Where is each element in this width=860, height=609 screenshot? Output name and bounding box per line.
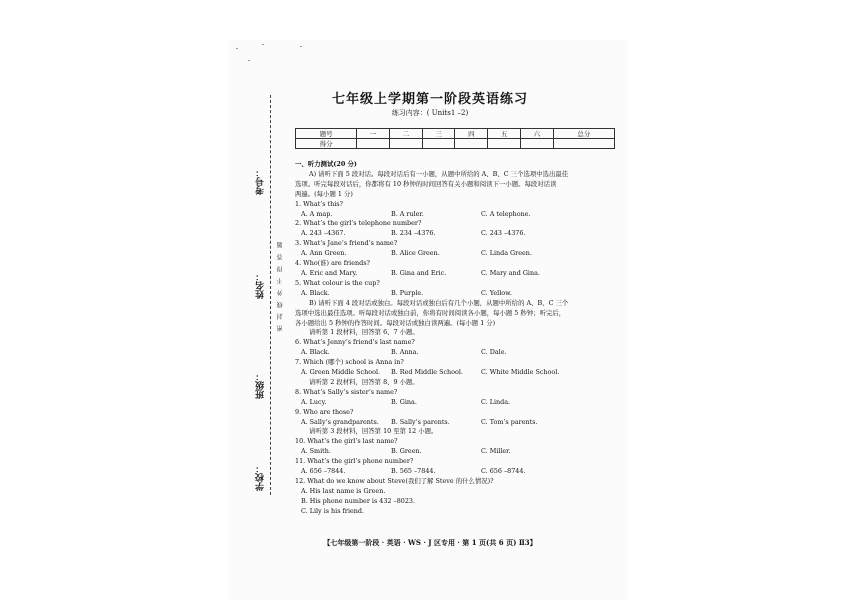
- instructions-b: 选项中选出最佳选项。听每段对话或独白前，你将有时间阅读各小题，每小题 5 秒钟；听完后，: [295, 308, 566, 317]
- school-label: 学校：: [256, 464, 266, 491]
- option-b: B. Green.: [391, 447, 422, 456]
- question-text: 11. What’s the girl’s phone number?: [295, 457, 414, 466]
- score-cell: [357, 139, 390, 149]
- option-c: C. 243 –4376.: [481, 229, 526, 238]
- answer-options: [295, 418, 625, 428]
- option-a: A. Black.: [301, 288, 330, 297]
- option-c: C. Dale.: [481, 348, 507, 357]
- option-a: A. Black.: [301, 348, 330, 357]
- page-footer: 【七年级第一阶段 · 英语 · WS · J 区专用 · 第 1 页(共 6 页) Ⅱ3】: [323, 538, 537, 547]
- option-a: A. 656 –7844.: [301, 467, 346, 476]
- option-a: A. His last name is Green.: [301, 486, 386, 495]
- score-cell: 总分: [553, 129, 614, 139]
- question-text: 12. What do we know about Steve(我们了解 Steve 的什么情况)?: [295, 477, 494, 485]
- option-a: A. Smith.: [301, 447, 331, 456]
- instructions-a: A) 请听下面 5 段对话。每段对话后有一小题，从题中所给的 A、B、C 三个选项中选出最佳: [309, 169, 569, 178]
- answer-options: [295, 368, 625, 378]
- instructions-b: 各小题给出 5 秒钟的作答时间。每段对话或独白读两遍。(每小题 1 分): [295, 318, 496, 327]
- option-a: A. Sally’s grandparents.: [301, 417, 379, 426]
- question-text: 8. What’s Sally’s sister’s name?: [295, 387, 398, 396]
- option-c: C. 656 –8744.: [481, 467, 526, 476]
- exam-number-label: 考号：: [256, 168, 266, 195]
- score-cell: 三: [422, 129, 455, 139]
- listening-note: 请听第 1 段材料，回答第 6、7 小题。: [309, 328, 419, 337]
- scan-speck: [300, 46, 302, 47]
- score-table: [295, 128, 615, 149]
- score-cell: [422, 139, 455, 149]
- option-b: B. Alice Green.: [391, 249, 440, 258]
- score-cell: [521, 139, 554, 149]
- option-c: C. Linda Green.: [481, 249, 532, 258]
- score-cell: [488, 139, 521, 149]
- answer-options: [295, 398, 625, 408]
- answer-options: [295, 210, 625, 220]
- option-c: C. Miller.: [481, 447, 511, 456]
- question-text: 6. What’s Jenny’s friend’s last name?: [295, 338, 415, 347]
- option-c: C. Mary and Gina.: [481, 268, 540, 277]
- name-label: 姓名：: [256, 272, 266, 299]
- option-c: C. Lily is his friend.: [301, 506, 365, 515]
- option-b: B. 565 –7844.: [391, 467, 436, 476]
- question-text: 4. Who(谁) are friends?: [295, 259, 370, 268]
- option-b: B. Gina and Eric.: [391, 268, 447, 277]
- option-b: B. Anna.: [391, 348, 419, 357]
- section-heading: 一、听力测试(20 分): [295, 160, 357, 168]
- option-b: B. Purple.: [391, 288, 424, 297]
- score-cell: [553, 139, 614, 149]
- answer-options: [295, 249, 625, 259]
- score-cell: [389, 139, 422, 149]
- question-text: 10. What’s the girl’s last name?: [295, 437, 398, 446]
- instructions-a: 两遍。(每小题 1 分): [295, 189, 353, 198]
- question-text: 7. Which (哪个) school is Anna in?: [295, 358, 404, 367]
- seal-line-text: 密 封 线 外 不 得 答 题: [277, 240, 284, 332]
- score-cell: [455, 139, 488, 149]
- scan-speck: [236, 48, 238, 49]
- option-b: B. A ruler.: [391, 209, 424, 218]
- page-subtitle: 练习内容：( Units1 –2): [391, 109, 469, 117]
- instructions-b: B) 请听下面 4 段对话或独白。每段对话或独白后有几个小题，从题中所给的 A、B、C 三个: [309, 298, 569, 307]
- score-cell: 一: [357, 129, 390, 139]
- listening-note: 请听第 2 段材料，回答第 8、9 小题。: [309, 377, 419, 386]
- question-text: 3. What’s Jane’s friend’s name?: [295, 239, 398, 248]
- question-text: 5. What colour is the cup?: [295, 278, 380, 287]
- answer-options: [295, 289, 625, 299]
- question-text: 9. Who are those?: [295, 407, 354, 416]
- option-a: A. Ann Green.: [301, 249, 347, 258]
- answer-options: [295, 447, 625, 457]
- option-c: C. A telephone.: [481, 209, 531, 218]
- score-cell: 六: [521, 129, 554, 139]
- option-c: C. Yellow.: [481, 288, 512, 297]
- score-cell: 题号: [296, 129, 357, 139]
- scan-speck: [248, 60, 250, 61]
- score-cell: 四: [455, 129, 488, 139]
- score-cell: 五: [488, 129, 521, 139]
- option-b: B. Gina.: [391, 397, 417, 406]
- page-title: 七年级上学期第一阶段英语练习: [331, 92, 528, 107]
- binding-line: [270, 95, 271, 495]
- answer-options: [295, 269, 625, 279]
- option-b: B. 234 –4376.: [391, 229, 436, 238]
- option-c: C. White Middle School.: [481, 368, 560, 377]
- score-cell: 二: [389, 129, 422, 139]
- answer-options: [295, 348, 625, 358]
- question-text: 1. What’s this?: [295, 199, 343, 208]
- class-label: 班级：: [256, 372, 266, 399]
- question-text: 2. What’s the girl’s telephone number?: [295, 219, 422, 228]
- option-a: A. Eric and Mary.: [301, 268, 358, 277]
- option-b: B. Red Middle School.: [391, 368, 463, 377]
- option-b: B. His phone number is 432 –8023.: [301, 496, 415, 505]
- option-c: C. Tom’s parents.: [481, 417, 538, 426]
- answer-options: [295, 229, 625, 239]
- option-a: A. Lucy.: [301, 397, 327, 406]
- score-table-header-row: [296, 129, 615, 139]
- option-a: A. 243 –4367.: [301, 229, 346, 238]
- option-a: A. A map.: [301, 209, 333, 218]
- option-a: A. Green Middle School.: [301, 368, 381, 377]
- option-c: C. Linda.: [481, 397, 511, 406]
- score-cell: 得分: [296, 139, 357, 149]
- instructions-a: 选项。听完每段对话后，你都将有 10 秒钟的时间回答有关小题和阅读下一小题。每段对话读: [295, 179, 557, 188]
- answer-options: [295, 467, 625, 477]
- score-table-score-row: [296, 139, 615, 149]
- option-b: B. Sally’s parents.: [391, 417, 450, 426]
- listening-note: 请听第 3 段材料，回答第 10 至第 12 小题。: [309, 427, 438, 436]
- scan-speck: [262, 44, 264, 45]
- question-content: [295, 160, 625, 517]
